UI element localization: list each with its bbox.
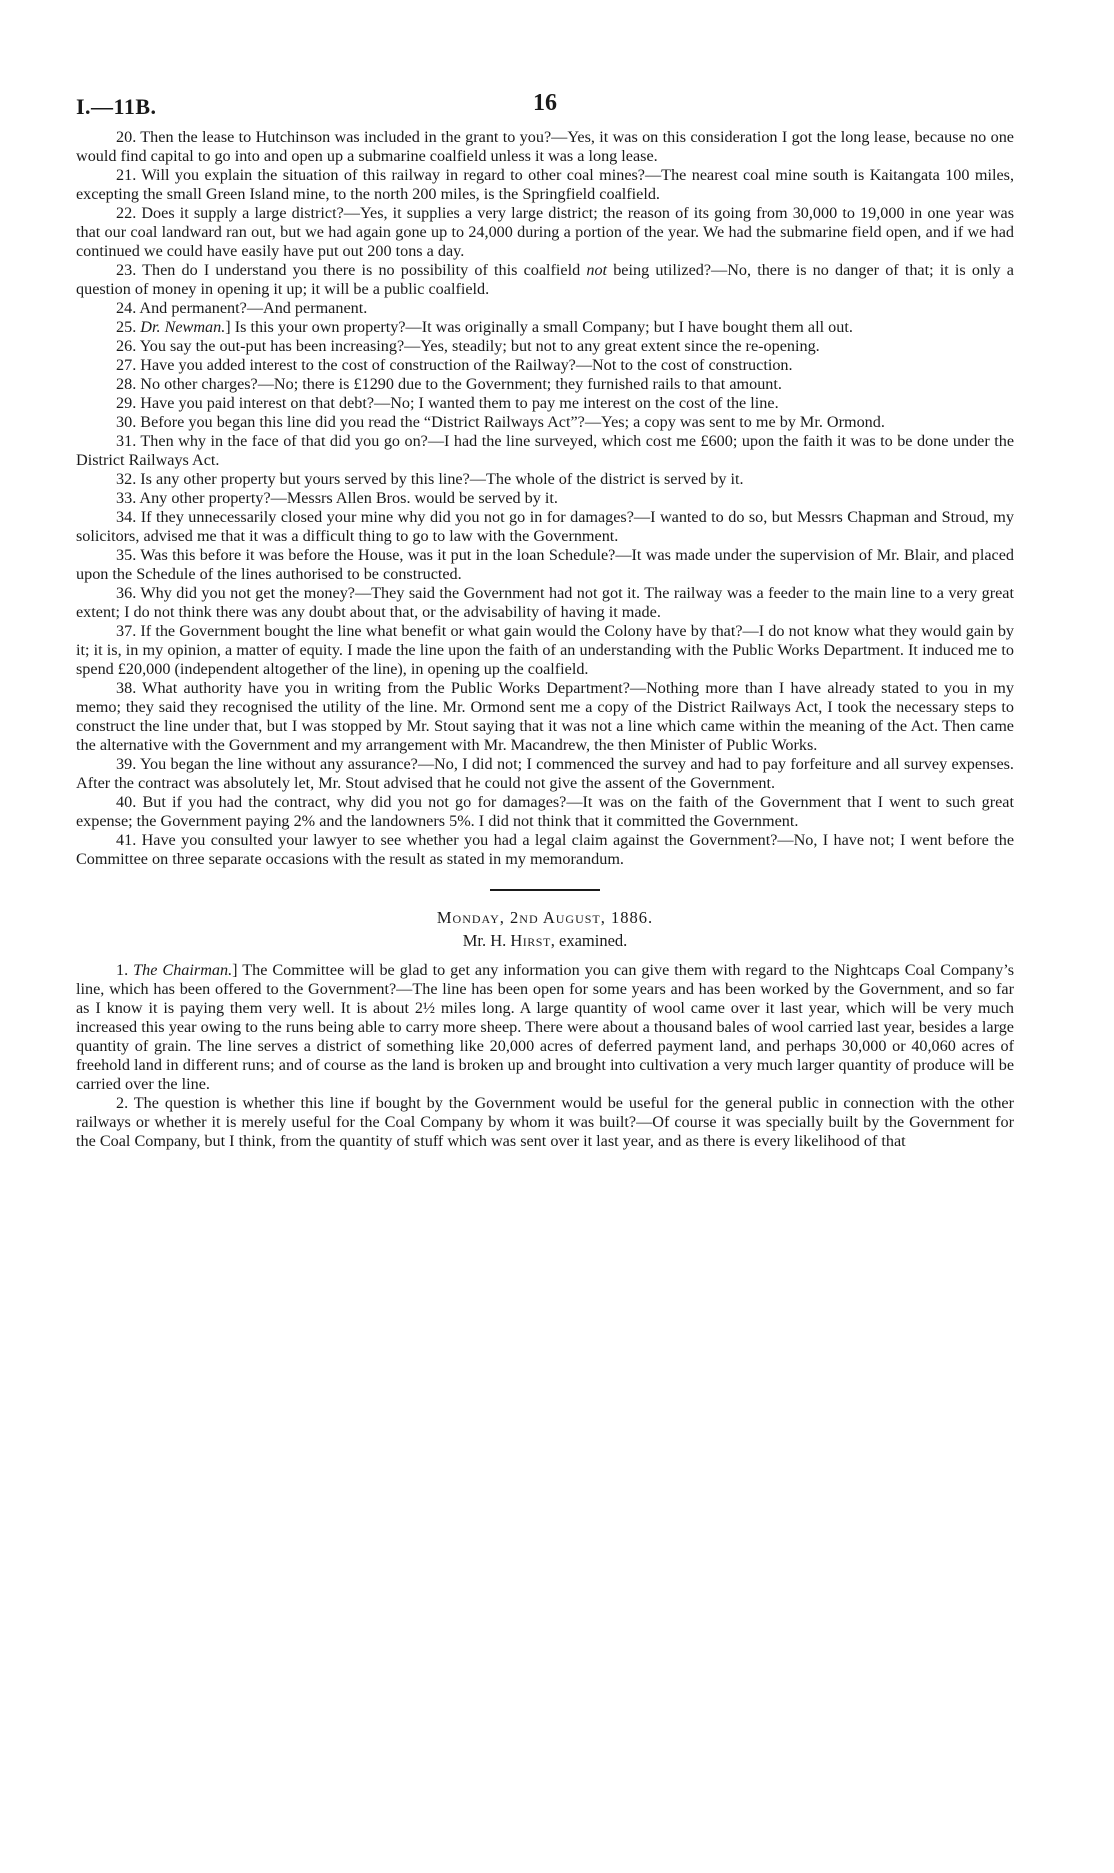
page-header <box>76 88 1014 128</box>
question-answer: 21. Will you explain the situation of this railway in regard to other coal mines?—The nearest coal mine south is Kaitangata 100 miles, excepting the small Green Island mine, to the north 200 miles, is the Springfield coalfield. <box>76 166 1015 203</box>
document-page <box>76 88 1014 1151</box>
witness-heading: Mr. H. Hirst, examined. <box>462 931 628 950</box>
witness-name: Hirst <box>510 931 551 950</box>
question-answer: 37. If the Government bought the line what benefit or what gain would the Colony have by that?—I do not know what they would gain by it; it is, in my opinion, a matter of equity. I made the line upon the faith of an understanding with the Public Works Department. It induced me to spend £20,000 (independent altogether of the line), in opening up the coalfield. <box>76 622 1015 678</box>
question-answer: 20. Then the lease to Hutchinson was included in the grant to you?—Yes, it was on this consideration I got the long lease, because no one would find capital to go into and open up a submarine coalfield unless it was a long lease. <box>76 128 1014 165</box>
question-answer: 27. Have you added interest to the cost of construction of the Railway?—Not to the cost of construction. <box>116 356 793 374</box>
question-answer: 34. If they unnecessarily closed your mine why did you not go in for damages?—I wanted to do so, but Messrs Chapman and Stroud, my solicitors, advised me that it was a difficult thing to go to law with the Government. <box>76 508 1014 545</box>
document-reference: I.—11B. <box>76 94 157 119</box>
question-answer: 35. Was this before it was before the House, was it put in the loan Schedule?—It was made under the supervision of Mr. Blair, and placed upon the Schedule of the lines authorised to be constructed. <box>76 546 1014 583</box>
question-answer: 26. You say the out-put has been increasing?—Yes, steadily; but not to any great extent since the re-opening. <box>116 337 820 355</box>
session-date: Monday, 2nd August, 1886. <box>436 908 654 927</box>
question-answer: 22. Does it supply a large district?—Yes, it supplies a very large district; the reason of its going from 30,000 to 19,000 in one year was that our coal landward ran out, but we had again gone up to 24,000 during a portion of the year. We had the submarine field open, and if we had continued we could have easily have put out 200 tons a day. <box>76 204 1014 260</box>
question-answer: 29. Have you paid interest on that debt?—No; I wanted them to pay me interest on the cost of the line. <box>116 394 779 412</box>
question-answer: 31. Then why in the face of that did you go on?—I had the line surveyed, which cost me £600; upon the faith it was to be done under the District Railways Act. <box>76 432 1014 469</box>
page-number: 16 <box>533 90 557 116</box>
question-answer: 32. Is any other property but yours served by this line?—The whole of the district is served by it. <box>116 470 744 488</box>
evidence-part-1 <box>76 128 1014 869</box>
question-answer: 24. And permanent?—And permanent. <box>116 299 368 317</box>
section-divider <box>490 889 600 891</box>
question-answer: 33. Any other property?—Messrs Allen Bros. would be served by it. <box>116 489 558 507</box>
question-answer: 40. But if you had the contract, why did you not go for damages?—It was on the faith of the Government that I went to such great expense; the Government paying 2% and the landowners 5%. I did not think that it committed the Government. <box>76 793 1014 830</box>
question-answer: 36. Why did you not get the money?—They said the Government had not got it. The railway was a feeder to the main line to a very great extent; I do not think there was any doubt about that, or the advisability of having it made. <box>76 584 1014 621</box>
evidence-part-2 <box>76 961 1014 1151</box>
question-answer: 38. What authority have you in writing from the Public Works Department?—Nothing more than I have already stated to you in my memo; they said they recognised the utility of the line. Mr. Ormond sent me a copy of the District Railways Act, I took the necessary steps to construct the line under that, but I was stopped by Mr. Stout saying that it was not a line which came within the meaning of the Act. Then came the alternative with the Government and my arrangement with Mr. Macandrew, the then Minister of Public Works. <box>76 679 1014 754</box>
question-answer: 39. You began the line without any assurance?—No, I did not; I commenced the survey and had to pay forfeiture and all survey expenses. After the contract was absolutely let, Mr. Stout advised that he could not give the assent of the Government. <box>76 755 1014 792</box>
question-answer: 2. The question is whether this line if bought by the Government would be useful for the general public in connection with the other railways or whether it is merely useful for the Coal Company by whom it was built?—Of course it was specially built by the Government for the Coal Company, but I think, from the quantity of stuff which was sent over it last year, and as there is every likelihood of that <box>76 1094 1014 1150</box>
question-answer: 28. No other charges?—No; there is £1290 due to the Government; they furnished rails to that amount. <box>116 375 782 393</box>
question-answer: 1. The Chairman.] The Committee will be glad to get any information you can give them with regard to the Nightcaps Coal Company’s line, which has been offered to the Government?—The line has been open for some years and has been worked by the Government, and so far as I know it is paying them very well. It is about 2½ miles long. A large quantity of wool came over it last year, which will be very much increased this year owing to the runs being able to carry more sheep. There were about a thousand bales of wool carried last year, besides a large quantity of grain. The line serves a district of something like 20,000 acres of deferred payment land, and perhaps 30,000 or 40,060 acres of freehold land in different runs; and of course as the land is broken up and brought into cultivation a very much larger quantity of produce will be carried over the line. <box>76 961 1014 1093</box>
question-answer: 41. Have you consulted your lawyer to see whether you had a legal claim against the Government?—No, I have not; I went before the Committee on three separate occasions with the result as stated in my memorandum. <box>76 831 1014 868</box>
speaker-name: Dr. Newman. <box>140 318 226 336</box>
speaker-name: The Chairman. <box>133 961 233 979</box>
question-answer: 25. Dr. Newman.] Is this your own property?—It was originally a small Company; but I have bought them all out. <box>116 318 853 336</box>
question-answer: 23. Then do I understand you there is no possibility of this coalfield not being utilized?—No, there is no danger of that; it is only a question of money in opening it up; it will be a public coalfield. <box>76 261 1014 298</box>
question-answer: 30. Before you began this line did you read the “District Railways Act”?—Yes; a copy was sent to me by Mr. Ormond. <box>116 413 885 431</box>
